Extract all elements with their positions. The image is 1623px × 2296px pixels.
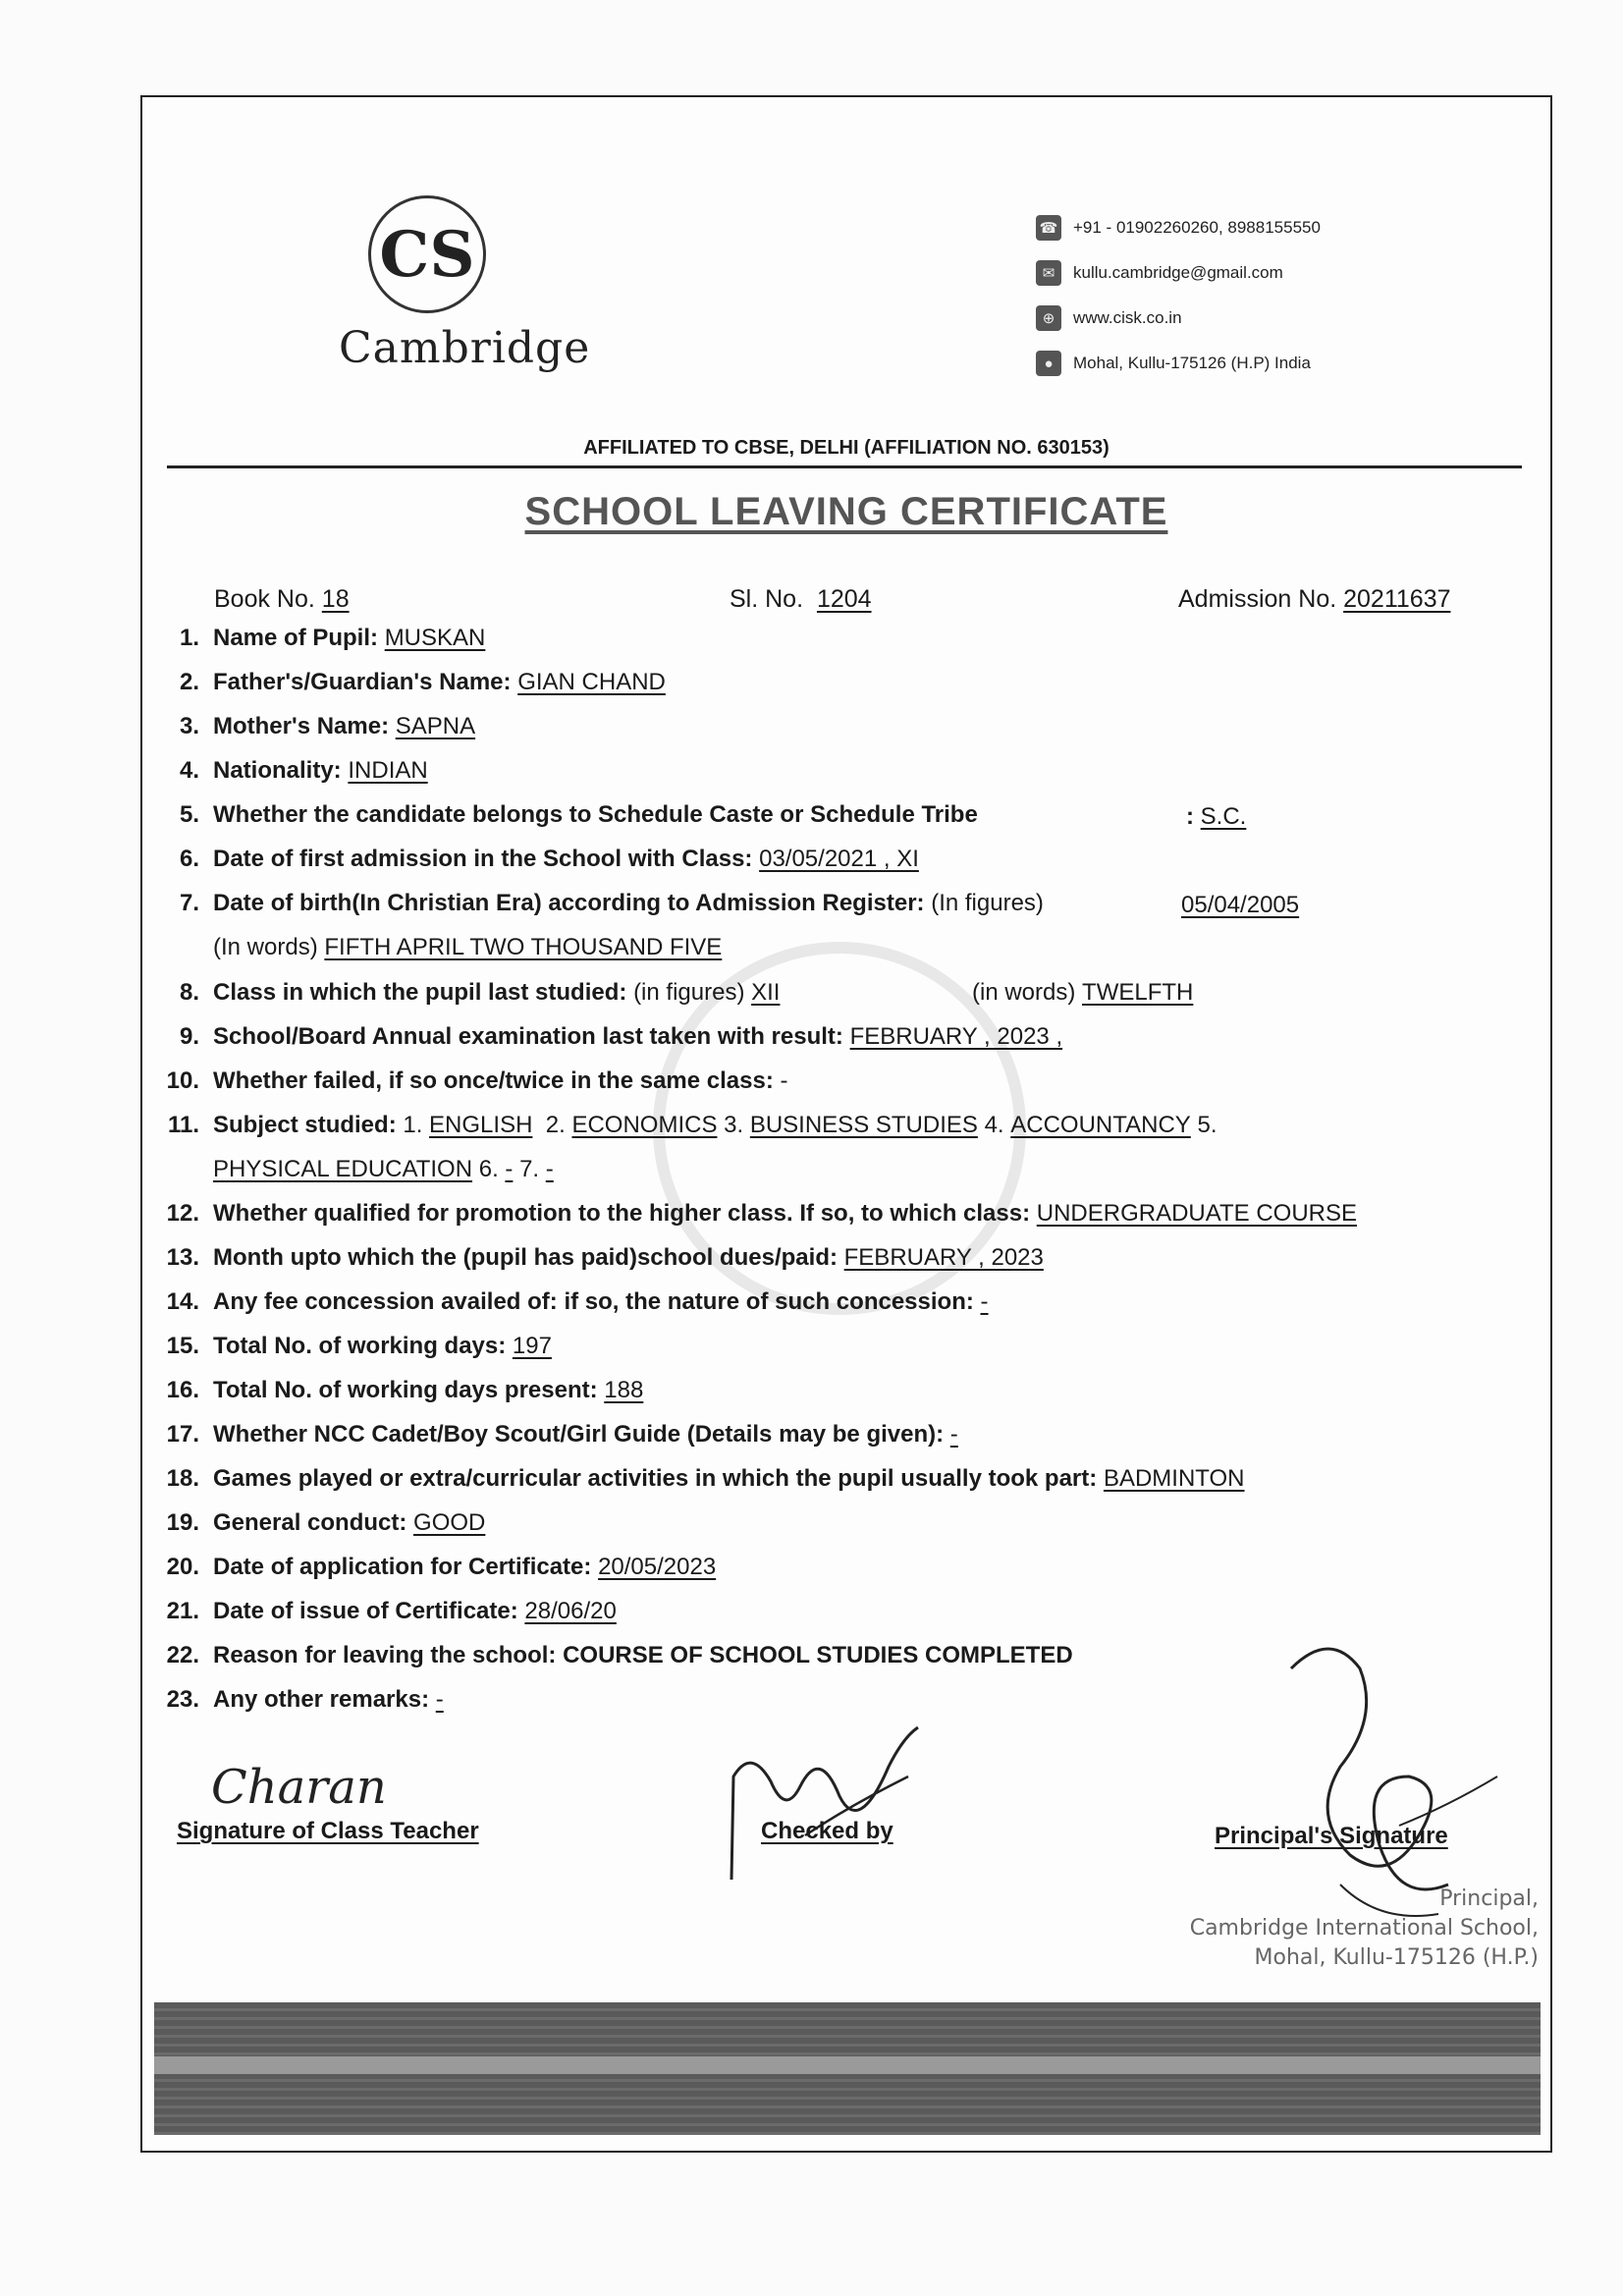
location-pin-icon: ●: [1036, 351, 1061, 376]
field-13: 13. Month upto which the (pupil has paid)school dues/paid: FEBRUARY , 2023: [166, 1244, 1044, 1271]
principal-stamp: Principal, Cambridge International School, Mohal, Kullu-175126 (H.P.): [1189, 1886, 1539, 1970]
field-5-value: : S.C.: [1186, 803, 1247, 830]
school-name: Cambridge: [339, 323, 591, 373]
field-7-value: 05/04/2005: [1181, 892, 1300, 918]
field-18: 18. Games played or extra/curricular activities in which the pupil usually took part: BADMINTON: [166, 1465, 1245, 1492]
globe-icon: ⊕: [1036, 305, 1061, 331]
class-teacher-signature: Charan: [211, 1760, 387, 1815]
contact-website: ⊕ www.cisk.co.in: [1036, 296, 1507, 341]
field-11-continued: PHYSICAL EDUCATION 6. - 7. -: [213, 1156, 554, 1182]
field-20: 20. Date of application for Certificate: 20/05/2023: [166, 1554, 717, 1580]
logo-emblem: [368, 195, 486, 313]
field-9: 9. School/Board Annual examination last taken with result: FEBRUARY , 2023 ,: [179, 1023, 1063, 1050]
field-12: 12. Whether qualified for promotion to the higher class. If so, to which class: UNDERGRADUATE COURSE: [166, 1200, 1357, 1227]
contact-address: ● Mohal, Kullu-175126 (H.P) India: [1036, 341, 1507, 386]
field-17: 17. Whether NCC Cadet/Boy Scout/Girl Guide (Details may be given): -: [166, 1421, 958, 1448]
serial-number: Sl. No. 1204: [730, 585, 872, 613]
field-22: 22. Reason for leaving the school: COURSE OF SCHOOL STUDIES COMPLETED: [166, 1642, 1073, 1668]
checker-signature: [712, 1688, 938, 1885]
field-5: 5. Whether the candidate belongs to Schedule Caste or Schedule Tribe: [179, 801, 978, 828]
field-15: 15. Total No. of working days: 197: [166, 1333, 552, 1359]
field-6: 6. Date of first admission in the School with Class: 03/05/2021 , XI: [179, 846, 919, 872]
field-3: 3. Mother's Name: SAPNA: [179, 713, 476, 739]
field-14: 14. Any fee concession availed of: if so, the nature of such concession: -: [166, 1288, 989, 1315]
field-8: 8. Class in which the pupil last studied: (in figures) XII: [179, 979, 781, 1006]
field-19: 19. General conduct: GOOD: [166, 1509, 486, 1536]
certificate-title: SCHOOL LEAVING CERTIFICATE: [524, 490, 1168, 533]
field-16: 16. Total No. of working days present: 188: [166, 1377, 644, 1403]
school-logo: [339, 195, 591, 441]
book-number: Book No. 18: [214, 585, 350, 613]
admission-number: Admission No. 20211637: [1178, 585, 1451, 613]
envelope-icon: ✉: [1036, 260, 1061, 286]
header-divider: [167, 465, 1522, 468]
field-11: 11. Subject studied: 1. ENGLISH 2. ECONOMICS 3. BUSINESS STUDIES 4. ACCOUNTANCY 5.: [167, 1112, 1217, 1138]
contact-block: [1036, 205, 1507, 386]
principal-signature-label: Principal's Signature: [1215, 1823, 1448, 1849]
field-7: 7. Date of birth(In Christian Era) according to Admission Register: (In figures): [179, 890, 1044, 916]
certificate-page: [140, 95, 1552, 2153]
checked-by-label: Checked by: [761, 1818, 893, 1844]
contact-email: ✉ kullu.cambridge@gmail.com: [1036, 250, 1507, 296]
field-8-words: (in words) TWELFTH: [972, 979, 1194, 1006]
phone-icon: ☎: [1036, 215, 1061, 241]
logo-mark: CS: [379, 217, 475, 292]
scanned-band-highlight: [154, 2056, 1541, 2074]
field-1: 1. Name of Pupil: MUSKAN: [179, 625, 486, 651]
field-10: 10. Whether failed, if so once/twice in the same class: -: [166, 1067, 788, 1094]
field-2: 2. Father's/Guardian's Name: GIAN CHAND: [179, 669, 666, 695]
field-7-words: (In words) FIFTH APRIL TWO THOUSAND FIVE: [213, 934, 723, 960]
affiliation-line: AFFILIATED TO CBSE, DELHI (AFFILIATION NO. 630153): [583, 437, 1109, 459]
field-21: 21. Date of issue of Certificate: 28/06/20: [166, 1598, 617, 1624]
field-23: 23. Any other remarks: -: [166, 1686, 444, 1713]
contact-phone: ☎ +91 - 01902260260, 8988155550: [1036, 205, 1507, 250]
field-4: 4. Nationality: INDIAN: [179, 757, 428, 784]
class-teacher-label: Signature of Class Teacher: [177, 1818, 479, 1844]
